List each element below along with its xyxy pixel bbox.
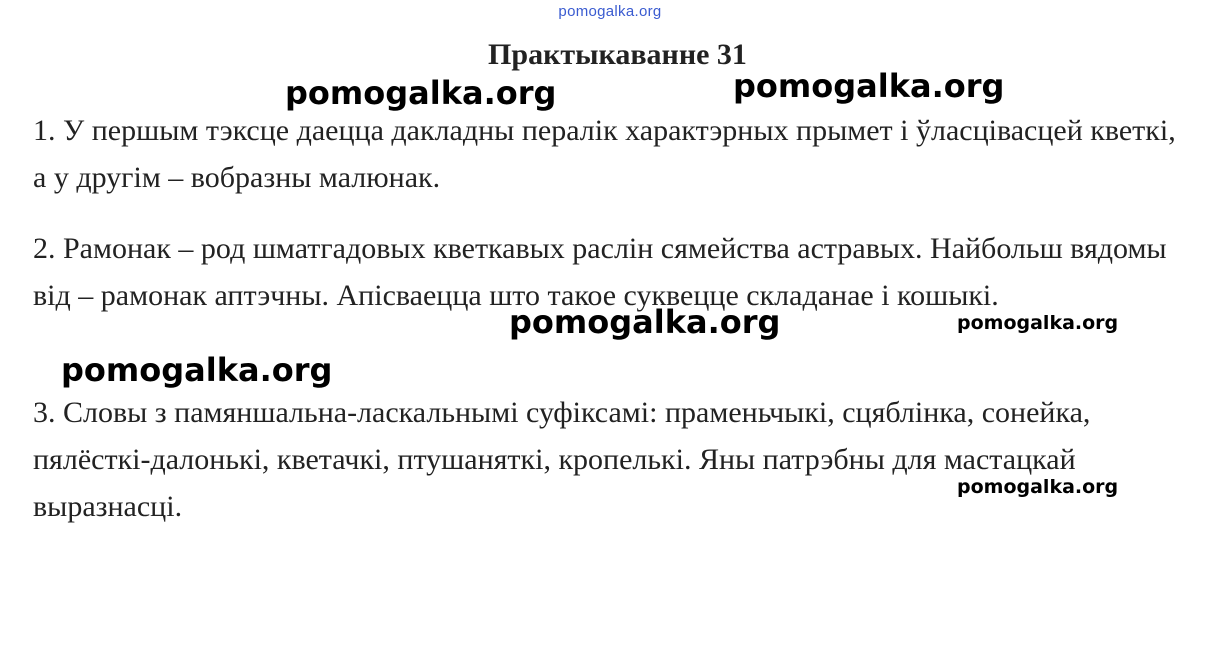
watermark-5: pomogalka.org — [61, 351, 333, 389]
page-title: Практыкаванне 31 — [488, 38, 747, 71]
answer-paragraph-2: 2. Рамонак – род шматгадовых кветкавых раслін сямейства астравых. Найбольш вядомы від – рамонак аптэчны. Апісваецца што такое суквецце складанае і кошыкі. — [33, 232, 1167, 312]
watermark-3: pomogalka.org — [509, 303, 781, 341]
watermark-4: pomogalka.org — [957, 312, 1119, 334]
watermark-2: pomogalka.org — [733, 67, 1005, 105]
watermark-6: pomogalka.org — [957, 476, 1119, 498]
answer-paragraph-1: 1. У першым тэксце даецца дакладны пералік характэрных прымет і ўласцівасцей кветкі, а у другім – вобразны малюнак. — [33, 114, 1176, 194]
answer-paragraph-3: 3. Словы з памяншальна-ласкальнымі суфіксамі: праменьчыкі, сцяблінка, сонейка, пялёсткі-далонькі, кветачкі, птушаняткі, кропелькі. Яны патрэбны для мастацкай выразнасці. — [33, 396, 1091, 523]
site-watermark-top: pomogalka.org — [558, 3, 662, 20]
watermark-1: pomogalka.org — [285, 74, 557, 112]
